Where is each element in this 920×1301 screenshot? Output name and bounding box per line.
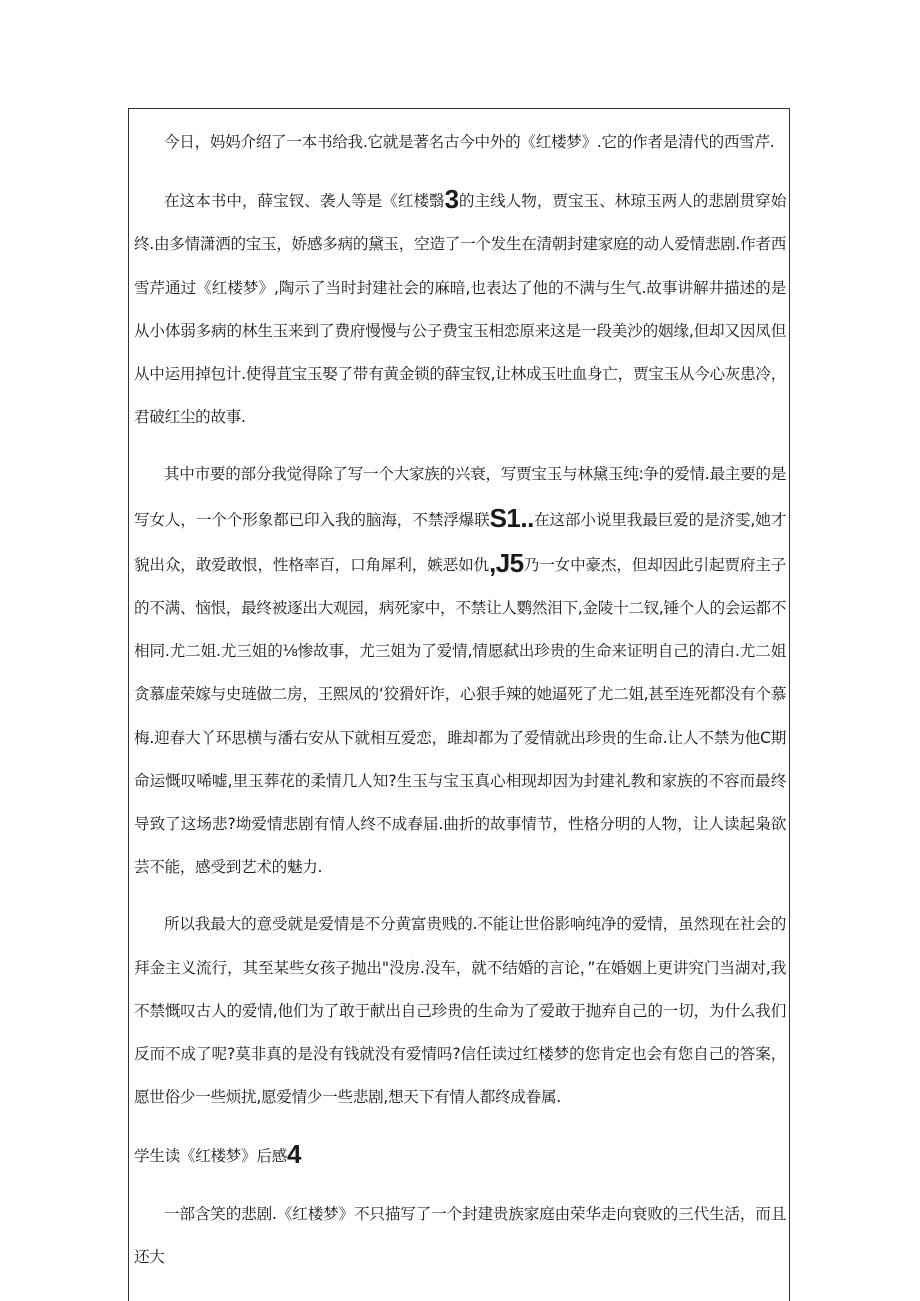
text-run: 在这本书中，薛宝钗、袭人等是《红楼翳	[164, 192, 445, 211]
paragraph-reflection	[134, 903, 786, 1119]
artifact-text: S1..	[489, 502, 534, 533]
heading-number: 4	[286, 1139, 301, 1170]
text-run: 的主线人物，贾宝玉、林琼玉两人的悲剧贯穿始终.由多情潇洒的宝玉，娇感多病的黛玉，空造了一个发生在清朝封建家庭的动人爱情悲剧.作者西雪芹通过《红楼梦》,陶示了当时封建社会的麻暗,也表达了他的不满与生气.故事讲解井描述的是从小体弱多病的林生玉来到了费府慢慢与公子费宝玉相恋原来这是一段美沙的姻缘,但却又因凤但从中运用掉包计.使得苴宝玉娶了带有黄金锁的薛宝钗,让林成玉吐血身亡，贾宝玉从今心灰患冷，君破红尘的故事.	[134, 192, 786, 427]
artifact-number: 3	[444, 184, 459, 215]
paragraph-intro	[134, 121, 786, 164]
text-run: 其中市要的部分我觉得除了写一个大家族的兴衰，写贾宝玉与林黛玉纯:争的爱情.最主要的是写女人，一个个形象都已印入我的脑海，不禁浮爆联	[134, 465, 786, 529]
document-body	[134, 121, 786, 1293]
paragraph-next-essay	[134, 1193, 786, 1279]
paragraph-plot	[134, 178, 786, 439]
text-run: 乃一女中豪杰，但却因此引起贾府主子的不满、恼恨，最终被逐出大观园，病死家中，不禁让人鹦然泪下,金陵十二钗,锤个人的会运都不相同.尤二姐.尤三姐的⅛惨故事，尤三姐为了爱情,情愿弑出珍贵的生命来证明自己的清白.尤二姐贪慕虚荣嫁与史琏做二房，王熙凤的‘狡猾奸诈，心狠手辣的她逼死了尤二姐,甚至连死都没有个慕梅.迎春大丫环思横与潘右安从下就相互爱恋，雎却都为了爱情就出珍贵的生命.让人不禁为他C期命运慨叹唏嘘,里玉葬花的柔情几人知?生玉与宝玉真心相现却因为封建礼教和家族的不容而最终导致了这场悲?坳爱情悲剧有情人终不成春届.曲折的故事情节，性格分明的人物，让人读起枭欲芸不能，感受到艺术的魅力.	[134, 555, 786, 877]
paragraph-characters	[134, 453, 786, 889]
text-run: 所以我最大的意受就是爱情是不分黄富贵贱的.不能让世俗影响纯净的爱情，虽然现在社会的拜金主义流行，其至某些女孩子抛出"没房.没车，就不结婚的言论，”在婚姻上更讲究门当湖对,我不禁慨叹古人的爱情,他们为了敢于献出自己珍贵的生命为了爱敢于抛弃自己的一切，为什么我们反而不成了呢?莫非真的是没有钱就没有爱情吗?信任读过红楼梦的您肯定也会有您自己的答案，愿世俗少一些烦扰,愿爱情少一些悲剧,想天下有情人都终成眷属.	[134, 915, 786, 1107]
artifact-text: ,J5	[488, 547, 524, 578]
text-run: 一部含笑的悲剧.《红楼梦》不只描写了一个封建贵族家庭由荣华走向衰败的三代生活，而且还大	[134, 1204, 786, 1266]
text-run: 今日，妈妈介绍了一本书给我.它就是著名古今中外的《红楼梦》.它的作者是清代的西雪芹.	[164, 133, 775, 151]
section-heading	[134, 1133, 786, 1178]
heading-text: 学生读《红楼梦》后感	[134, 1147, 287, 1166]
text-run: 在这部小说里我最巨爱的是济雯,她才貌出众，敢爱敢恨，性格率百，口角犀利，嫉恶如仇	[134, 510, 787, 574]
